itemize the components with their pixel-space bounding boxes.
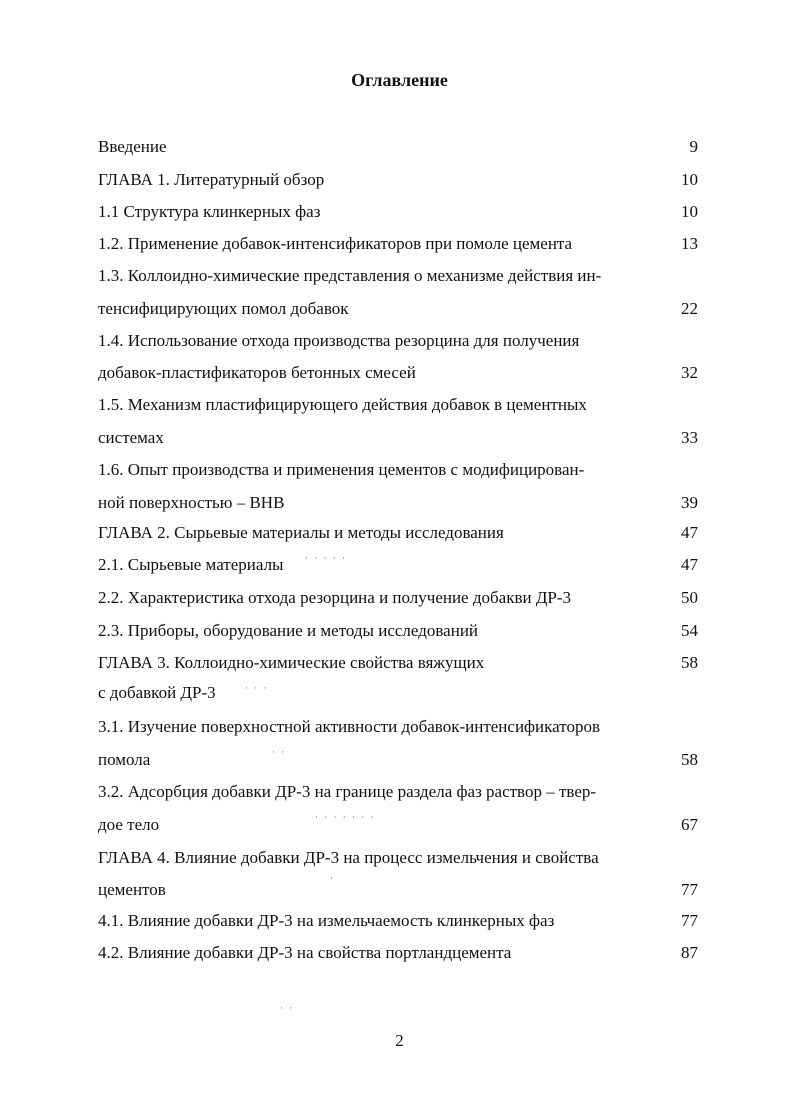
toc-entry: 1.1 Структура клинкерных фаз <box>98 202 321 221</box>
toc-entry: тенсифицирующих помол добавок <box>98 299 349 318</box>
page-number: 2 <box>395 1031 404 1050</box>
scan-speck: · · · <box>245 683 269 693</box>
toc-entry: помола <box>98 750 151 769</box>
scan-speck: · · <box>272 747 287 757</box>
toc-entry: 1.4. Использование отхода производства резорцина для получения <box>98 331 580 350</box>
toc-page-number: 50 <box>681 588 698 607</box>
toc-page-number: 13 <box>681 234 698 253</box>
toc-entry: ГЛАВА 4. Влияние добавки ДР-3 на процесс измельчения и свойства <box>98 848 599 867</box>
toc-title: Оглавление <box>351 70 448 90</box>
toc-entry: 3.1. Изучение поверхностной активности добавок-интенсификаторов <box>98 717 600 736</box>
toc-page-number: 33 <box>681 428 698 447</box>
toc-entry: ГЛАВА 3. Коллоидно-химические свойства вяжущих <box>98 653 485 672</box>
toc-page-number: 54 <box>681 621 698 640</box>
scan-speck: · · · · · <box>305 553 347 563</box>
toc-entry: 4.1. Влияние добавки ДР-3 на измельчаемость клинкерных фаз <box>98 911 555 930</box>
toc-page-number: 47 <box>681 523 698 542</box>
scan-speck: · <box>330 873 335 883</box>
scan-speck: · · · · · · · <box>315 812 376 822</box>
toc-page-number: 67 <box>681 815 698 834</box>
toc-entry: ГЛАВА 1. Литературный обзор <box>98 170 325 189</box>
toc-entry: дое тело <box>98 815 160 834</box>
toc-page-number: 10 <box>681 202 698 221</box>
toc-entry: 4.2. Влияние добавки ДР-3 на свойства портландцемента <box>98 943 512 962</box>
toc-page-number: 47 <box>681 555 698 574</box>
toc-entry: 2.1. Сырьевые материалы <box>98 555 284 574</box>
toc-page-number: 22 <box>681 299 698 318</box>
toc-page-number: 9 <box>689 137 698 156</box>
toc-entry: добавок-пластификаторов бетонных смесей <box>98 363 416 382</box>
toc-entry: 2.3. Приборы, оборудование и методы исследований <box>98 621 479 640</box>
toc-page-number: 77 <box>681 880 698 899</box>
toc-page-number: 39 <box>681 493 698 512</box>
toc-entry: с добавкой ДР-3 <box>98 683 216 702</box>
toc-page-number: 32 <box>681 363 698 382</box>
scan-speck: · · <box>280 1003 295 1013</box>
toc-entry: 1.3. Коллоидно-химические представления о механизме действия ин- <box>98 266 602 285</box>
toc-page-number: 77 <box>681 911 698 930</box>
toc-entry: 1.5. Механизм пластифицирующего действия добавок в цементных <box>98 395 587 414</box>
toc-entry: ГЛАВА 2. Сырьевые материалы и методы исследования <box>98 523 504 542</box>
toc-entry: 2.2. Характеристика отхода резорцина и получение добакви ДР-3 <box>98 588 572 607</box>
toc-entry: Введение <box>98 137 167 156</box>
toc-page-number: 58 <box>681 750 698 769</box>
toc-page-number: 87 <box>681 943 698 962</box>
toc-page-number: 58 <box>681 653 698 672</box>
toc-entry: 3.2. Адсорбция добавки ДР-3 на границе раздела фаз раствор – твер- <box>98 782 597 801</box>
toc-entry: 1.2. Применение добавок-интенсификаторов при помоле цемента <box>98 234 573 253</box>
toc-entry: 1.6. Опыт производства и применения цементов с модифицирован- <box>98 460 585 479</box>
toc-page-number: 10 <box>681 170 698 189</box>
toc-entry: ной поверхностью – ВНВ <box>98 493 285 512</box>
toc-entry: системах <box>98 428 164 447</box>
toc-entry: цементов <box>98 880 166 899</box>
